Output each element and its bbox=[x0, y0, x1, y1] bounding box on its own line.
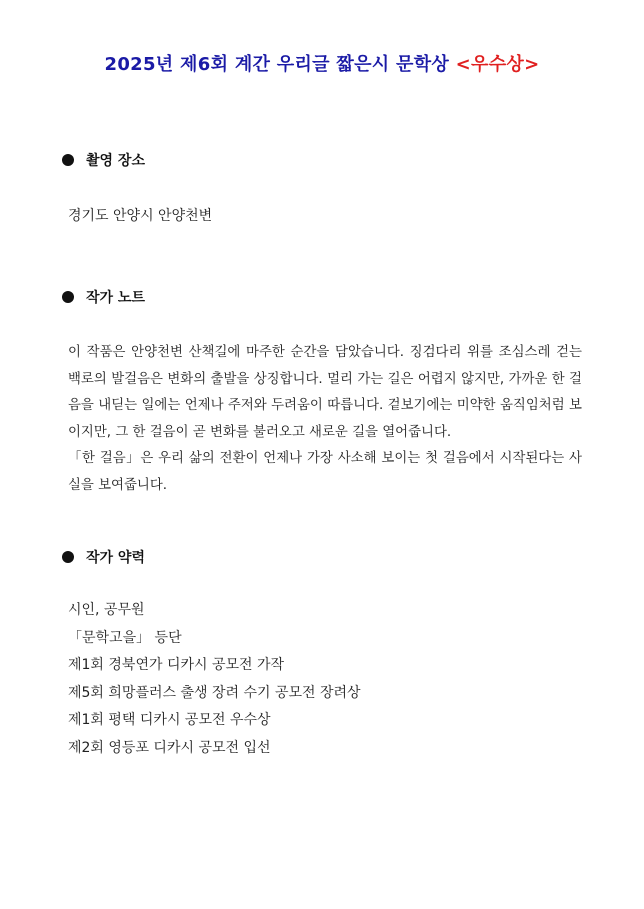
note-paragraph: 이 작품은 안양천변 산책길에 마주한 순간을 담았습니다. 징검다리 위를 조심스레 걷는 백로의 발걸음은 변화의 출발을 상징합니다. 멀리 가는 길은 어렵지 않지만, 가까운 한 걸음을 내딛는 일에는 언제나 주저와 두려움이 따릅니다. 겉보기에는 미약한 움직임처럼 보이지만, 그 한 걸음이 곧 변화를 불러오고 새로운 길을 열어줍니다. bbox=[68, 345, 582, 440]
bullet-icon bbox=[62, 154, 74, 166]
career-item: 제1회 경북연가 디카시 공모전 가작 bbox=[68, 657, 285, 673]
career-list bbox=[68, 597, 361, 762]
note-heading bbox=[62, 287, 145, 307]
location-heading bbox=[62, 150, 145, 170]
location-value: 경기도 안양시 안양천변 bbox=[68, 208, 213, 224]
career-item: 제1회 평택 디카시 공모전 우수상 bbox=[68, 712, 271, 728]
title-main: 2025년 제6회 계간 우리글 짧은시 문학상 bbox=[104, 54, 456, 75]
career-item: 제5회 희망플러스 출생 장려 수기 공모전 장려상 bbox=[68, 684, 361, 701]
author-note-body bbox=[68, 340, 582, 499]
career-heading bbox=[62, 547, 145, 567]
career-item: 「문학고을」 등단 bbox=[68, 629, 182, 646]
note-heading-label: 작가 노트 bbox=[86, 290, 145, 306]
career-item: 제2회 영등포 디카시 공모전 입선 bbox=[68, 739, 271, 756]
bullet-icon bbox=[62, 551, 74, 563]
location-heading-label: 촬영 장소 bbox=[86, 153, 145, 169]
career-item: 시인, 공무원 bbox=[68, 602, 145, 618]
bullet-icon bbox=[62, 291, 74, 303]
page-title bbox=[0, 50, 644, 76]
career-heading-label: 작가 약력 bbox=[86, 550, 145, 566]
award-tag: <우수상> bbox=[455, 54, 540, 75]
note-paragraph: 「한 걸음」은 우리 삶의 전환이 언제나 가장 사소해 보이는 첫 걸음에서 시작된다는 사실을 보여줍니다. bbox=[68, 451, 582, 493]
